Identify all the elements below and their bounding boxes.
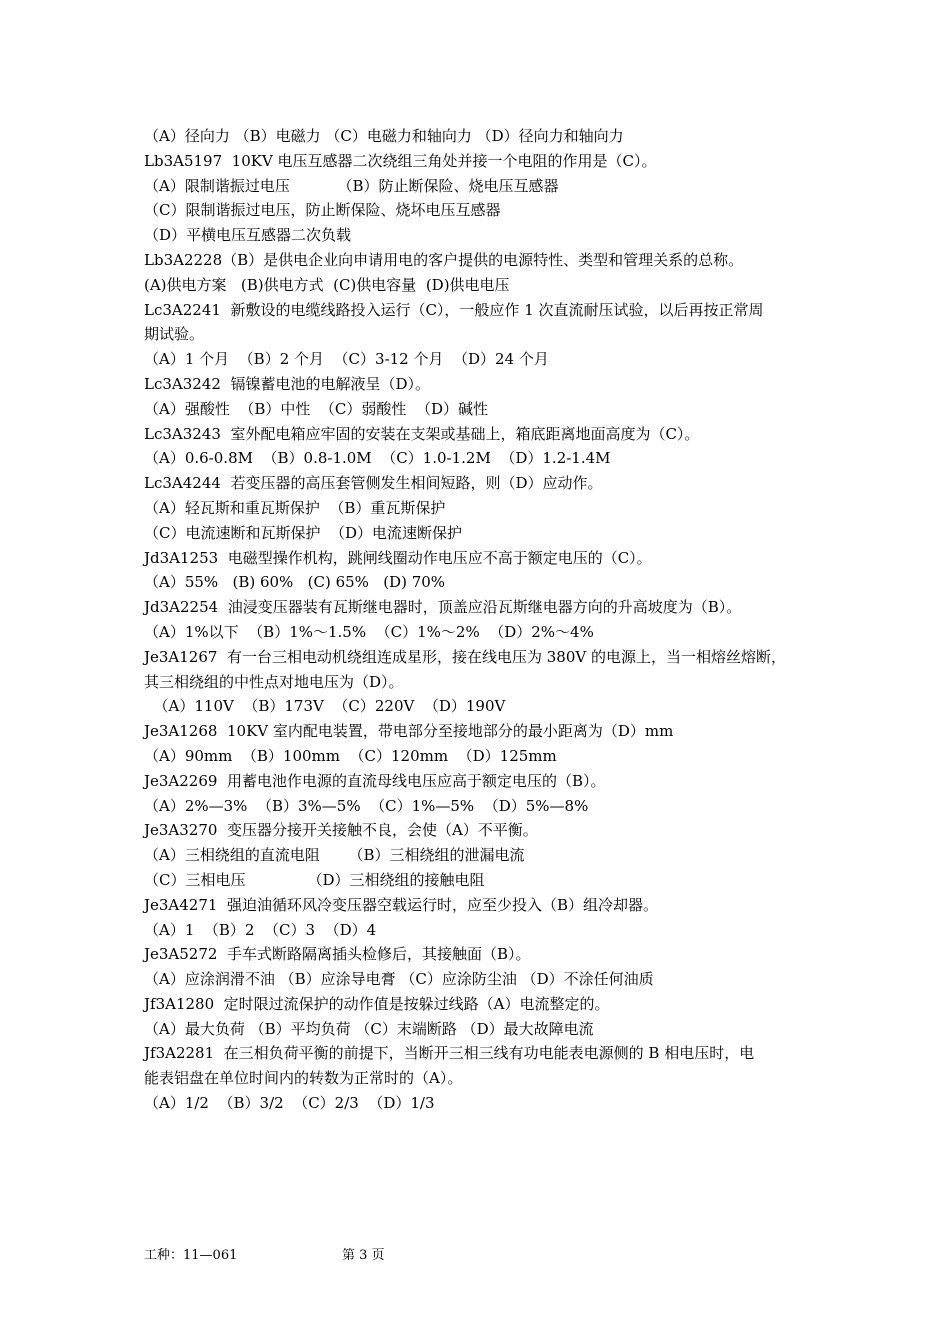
document-body — [144, 124, 834, 1116]
text-line: Jd3A2254 油浸变压器装有瓦斯继电器时，顶盖应沿瓦斯继电器方向的升高坡度为（B）。 — [144, 598, 742, 617]
text-line: （C）三相电压 （D）三相绕组的接触电阻 — [144, 870, 485, 889]
text-line: Lb3A5197 10KV 电压互感器二次绕组三角处并接一个电阻的作用是（C）。 — [144, 151, 657, 170]
text-line: （C）电流速断和瓦斯保护 （D）电流速断保护 — [144, 523, 463, 542]
text-line: Je3A1268 10KV 室内配电装置，带电部分至接地部分的最小距离为（D）mm — [144, 722, 674, 741]
text-line: （A）1%以下 （B）1%～1.5% （C）1%～2% （D）2%～4% — [144, 622, 594, 641]
text-line: （A）限制谐振过电压 （B）防止断保险、烧电压互感器 — [144, 176, 559, 195]
text-line: Lc3A3243 室外配电箱应牢固的安装在支架或基础上，箱底距离地面高度为（C）。 — [144, 424, 700, 443]
text-line: （A）应涂润滑不油 （B）应涂导电膏 （C）应涂防尘油 （D）不涂任何油质 — [144, 970, 654, 989]
text-line: Je3A2269 用蓄电池作电源的直流母线电压应高于额定电压的（B）。 — [144, 771, 606, 790]
text-line: (A)供电方案 (B)供电方式 (C)供电容量 (D)供电电压 — [144, 275, 510, 294]
footer-page-number: 第 3 页 — [342, 1248, 385, 1263]
text-line: （A）1/2 （B）3/2 （C）2/3 （D）1/3 — [144, 1094, 435, 1113]
text-line: 能表铝盘在单位时间内的转数为正常时的（A）。 — [144, 1069, 463, 1088]
text-line: Jf3A2281 在三相负荷平衡的前提下，当断开三相三线有功电能表电源侧的 B 相电压时，电 — [144, 1044, 755, 1063]
text-line: 期试验。 — [144, 325, 205, 344]
text-line: Je3A3270 变压器分接开关接触不良，会使（A）不平衡。 — [144, 821, 538, 840]
text-line: （A）1 个月 （B）2 个月 （C）3-12 个月 （D）24 个月 — [144, 350, 549, 369]
text-line: （D）平横电压互感器二次负载 — [144, 226, 352, 245]
text-line: Je3A4271 强迫油循环风冷变压器空载运行时，应至少投入（B）组冷却器。 — [144, 895, 659, 914]
text-line: （A）最大负荷 （B）平均负荷 （C）末端断路 （D）最大故障电流 — [144, 1019, 594, 1038]
text-line: （A）1 （B）2 （C）3 （D）4 — [144, 920, 377, 939]
text-line: Je3A5272 手车式断路隔离插头检修后，其接触面（B）。 — [144, 945, 531, 964]
text-line: Lc3A3242 镉镍蓄电池的电解液呈（D）。 — [144, 374, 430, 393]
text-line: （A）强酸性 （B）中性 （C）弱酸性 （D）碱性 — [144, 399, 488, 418]
text-line: （A）55% (B) 60% (C) 65% (D) 70% — [144, 573, 446, 592]
text-line: Je3A1267 有一台三相电动机绕组连成星形，接在线电压为 380V 的电源上，当一相熔丝熔断， — [144, 647, 786, 666]
text-line: （A）三相绕组的直流电阻 （B）三相绕组的泄漏电流 — [144, 846, 525, 865]
text-line: （A）轻瓦斯和重瓦斯保护 （B）重瓦斯保护 — [144, 498, 446, 517]
text-line: Lc3A4244 若变压器的高压套管侧发生相间短路，则（D）应动作。 — [144, 474, 603, 493]
text-line: Jd3A1253 电磁型操作机构，跳闸线圈动作电压应不高于额定电压的（C）。 — [144, 548, 652, 567]
text-line: （A）110V （B）173V （C）220V （D）190V — [144, 697, 506, 716]
text-line: （A）2%—3% （B）3%—5% （C）1%—5% （D）5%—8% — [144, 796, 589, 815]
text-line: （A）90mm （B）100mm （C）120mm （D）125mm — [144, 746, 557, 765]
text-line: （C）限制谐振过电压，防止断保险、烧坏电压互感器 — [144, 201, 501, 220]
footer-job-code: 工种：11—061 — [144, 1248, 238, 1263]
text-line: Lb3A2228（B）是供电企业向申请用电的客户提供的电源特性、类型和管理关系的总称。 — [144, 250, 744, 269]
text-line: Lc3A2241 新敷设的电缆线路投入运行（C），一般应作 1 次直流耐压试验，以后再按正常周 — [144, 300, 764, 319]
text-line: （A）径向力 （B）电磁力 （C）电磁力和轴向力 （D）径向力和轴向力 — [144, 127, 624, 145]
text-line: 其三相绕组的中性点对地电压为（D）。 — [144, 672, 404, 691]
text-line: （A）0.6-0.8M （B）0.8-1.0M （C）1.0-1.2M （D）1.2-1.4M — [144, 449, 611, 468]
text-line: Jf3A1280 定时限过流保护的动作值是按躲过线路（A）电流整定的。 — [144, 994, 610, 1013]
